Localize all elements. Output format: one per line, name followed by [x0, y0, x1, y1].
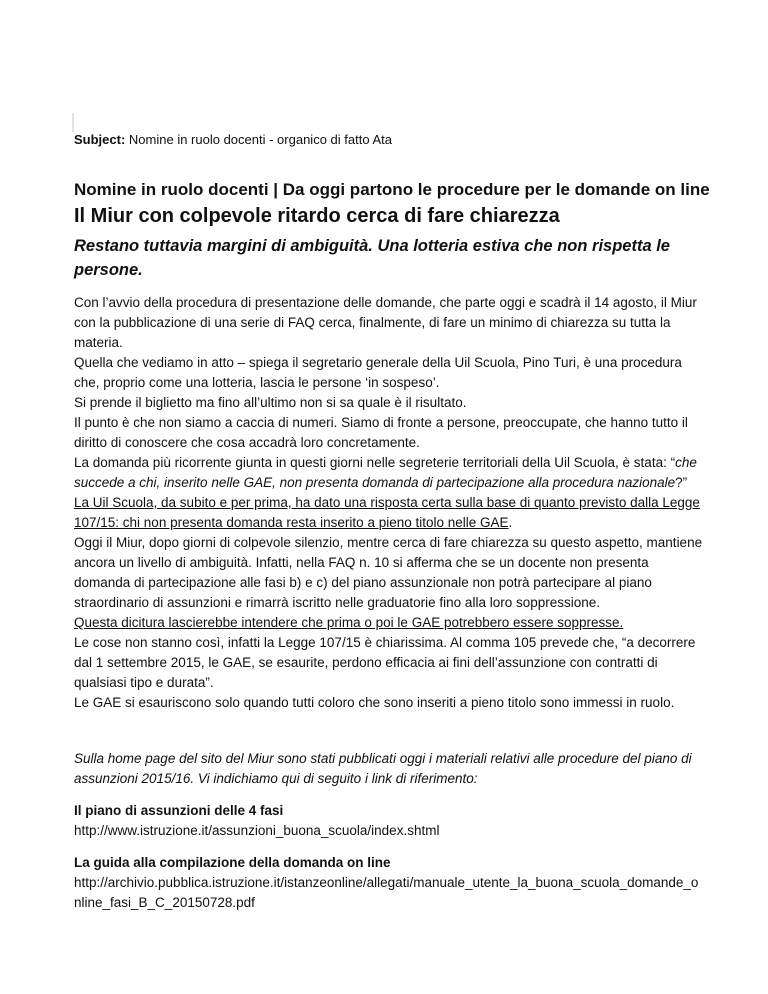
article-heading: Nomine in ruolo docenti | Da oggi partono le procedure per le domande on line [74, 180, 710, 199]
article-subtitle: Restano tuttavia margini di ambiguità. Una lotteria estiva che non rispetta le persone. [74, 237, 670, 279]
paragraph-5-pre: La domanda più ricorrente giunta in questi giorni nelle segreterie territoriali della Uil Scuola, è stata: “ [74, 455, 676, 470]
paragraph-9: Le cose non stanno così, infatti la Legge 107/15 è chiarissima. Al comma 105 prevede che, “a decorrere dal 1 settembre 2015, le GAE, se esaurite, perdono efficacia ai fini dell’assunzione con contratti di qualsiasi tipo e durata”. [74, 635, 696, 690]
link-1-title: Il piano di assunzioni delle 4 fasi [74, 803, 284, 818]
links-intro: Sulla home page del sito del Miur sono stati pubblicati oggi i materiali relativi alle procedure del piano di assunzioni 2015/16. Vi indichiamo qui di seguito i link di riferimento: [74, 751, 692, 786]
subject-label: Subject: [74, 132, 126, 147]
paragraph-5-quote: che succede a chi, inserito nelle GAE, non presenta domanda di partecipazione alla procedura nazionale [74, 455, 697, 490]
email-subject [74, 131, 392, 149]
quote-bar [72, 113, 74, 132]
paragraph-6-underlined: La Uil Scuola, da subito e per prima, ha dato una risposta certa sulla base di quanto previsto dalla Legge 107/15: chi non presenta domanda resta inserito a pieno titolo nelle GAE [74, 495, 700, 530]
paragraph-6 [74, 493, 704, 533]
article-title: Il Miur con colpevole ritardo cerca di fare chiarezza [74, 205, 560, 227]
paragraph-3: Si prende il biglietto ma fino all’ultimo non si sa quale è il risultato. [74, 395, 467, 410]
paragraph-7: Oggi il Miur, dopo giorni di colpevole silenzio, mentre cerca di fare chiarezza su questo aspetto, mantiene ancora un livello di ambiguità. Infatti, nella FAQ n. 10 si afferma che se un docente non presenta domanda di partecipazione alle fasi b) e c) del piano assunzionale non potrà partecipare al piano straordinario di assunzioni e rimarrà iscritto nelle graduatorie fino alla loro soppressione. [74, 535, 703, 610]
paragraph-6-end: . [508, 515, 513, 530]
paragraph-5 [74, 453, 704, 493]
link-2-url[interactable]: http://archivio.pubblica.istruzione.it/istanzeonline/allegati/manuale_utente_la_buona_scuola_domande_online_fasi_B_C_20150728.pdf [74, 875, 699, 910]
paragraph-2: Quella che vediamo in atto – spiega il segretario generale della Uil Scuola, Pino Turi, è una procedura che, proprio come una lotteria, lascia le persone ‘in sospeso’. [74, 355, 682, 390]
article-body [74, 293, 704, 713]
paragraph-4: Il punto è che non siamo a caccia di numeri. Siamo di fronte a persone, preoccupate, che hanno tutto il diritto di conoscere che cosa accadrà loro concretamente. [74, 415, 688, 450]
paragraph-8: Questa dicitura lascierebbe intendere che prima o poi le GAE potrebbero essere soppresse. [74, 615, 624, 630]
link-1-url[interactable]: http://www.istruzione.it/assunzioni_buona_scuola/index.shtml [74, 823, 440, 838]
subject-text: Nomine in ruolo docenti - organico di fatto Ata [128, 132, 392, 147]
link-2-title: La guida alla compilazione della domanda on line [74, 855, 391, 870]
paragraph-10: Le GAE si esauriscono solo quando tutti coloro che sono inseriti a pieno titolo sono immessi in ruolo. [74, 695, 675, 710]
paragraph-5-post: ?” [675, 475, 688, 490]
paragraph-1: Con l’avvio della procedura di presentazione delle domande, che parte oggi e scadrà il 14 agosto, il Miur con la pubblicazione di una serie di FAQ cerca, finalmente, di fare un minimo di chiarezza su tutta la materia. [74, 295, 697, 350]
article [74, 178, 710, 913]
